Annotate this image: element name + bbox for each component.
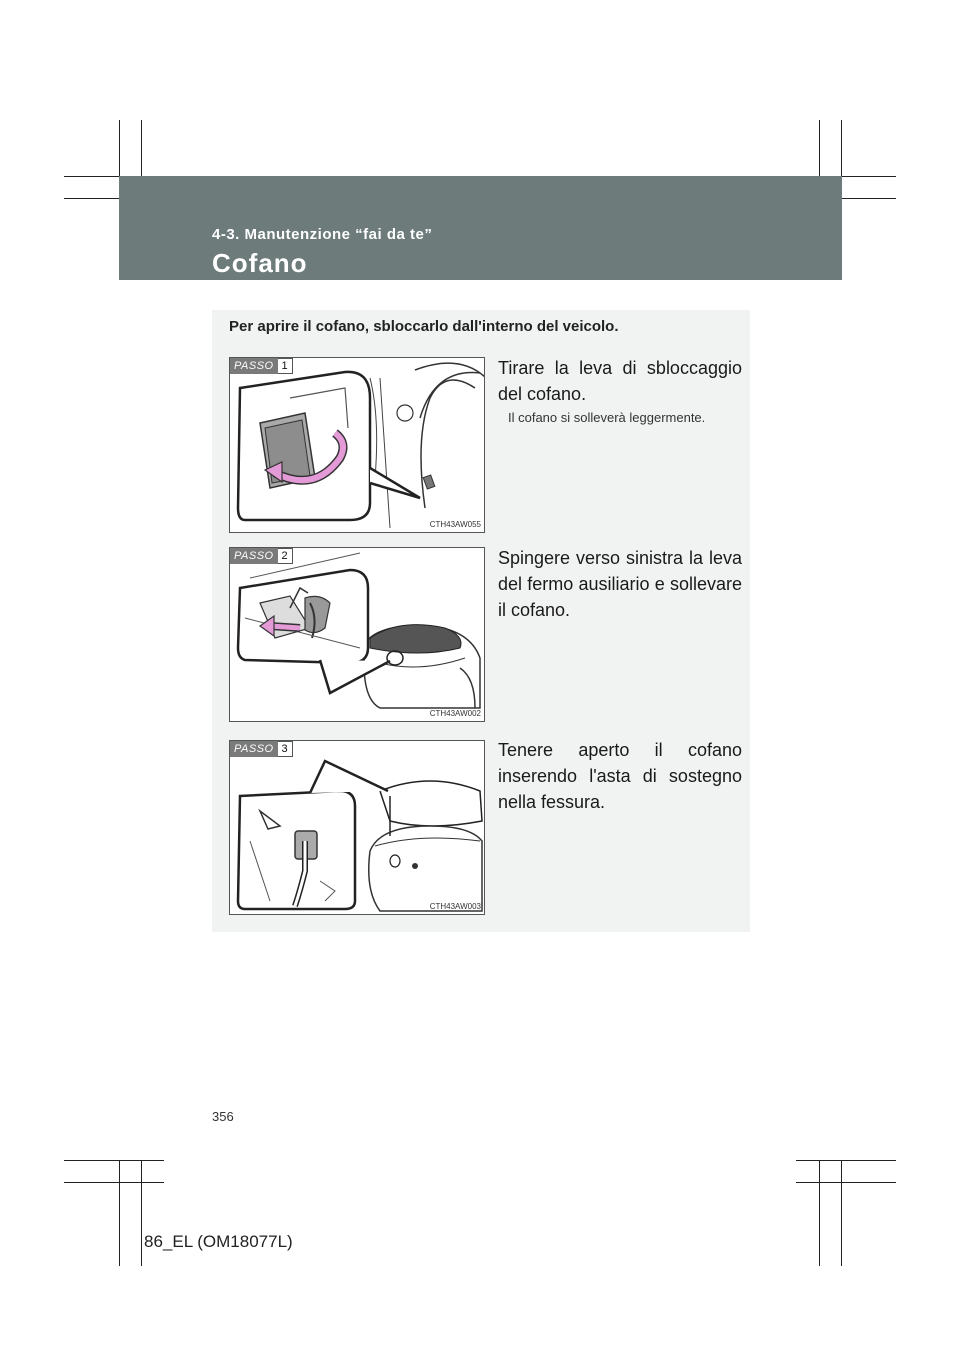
crop-mark — [119, 1160, 120, 1266]
figure-code: CTH43AW055 — [429, 520, 481, 529]
figure-code: CTH43AW002 — [429, 709, 481, 718]
step-1-text: Tirare la leva di sbloccaggio del cofano. — [498, 358, 742, 404]
crop-mark — [64, 1182, 164, 1183]
crop-mark — [819, 1160, 820, 1266]
step-number: 2 — [278, 548, 293, 564]
step-3-illustration — [229, 740, 485, 915]
crop-mark — [796, 1182, 896, 1183]
step-3-badge — [230, 741, 293, 757]
page-title: Cofano — [212, 248, 308, 278]
section-label: 4-3. Manutenzione “fai da te” — [212, 226, 433, 243]
step-1-badge — [230, 358, 293, 374]
figure-code: CTH43AW003 — [429, 902, 481, 911]
step-3-text: Tenere aperto il cofano inserendo l'asta di sostegno nella fessura. — [498, 740, 742, 812]
crop-mark — [841, 1160, 842, 1266]
support-rod-illustration — [230, 741, 485, 915]
auxiliary-catch-illustration — [230, 548, 485, 722]
crop-mark — [141, 1160, 142, 1266]
step-number: 1 — [278, 358, 293, 374]
step-2-text: Spingere verso sinistra la leva del fermo ausiliario e sollevare il cofano. — [498, 548, 742, 620]
intro-text: Per aprire il cofano, sbloccarlo dall'interno del veicolo. — [229, 318, 619, 335]
hood-release-lever-illustration — [230, 358, 485, 533]
crop-mark — [64, 1160, 164, 1161]
step-label: PASSO — [230, 741, 278, 757]
step-2-illustration — [229, 547, 485, 722]
step-2-badge — [230, 548, 293, 564]
crop-mark — [796, 1160, 896, 1161]
document-code: 86_EL (OM18077L) — [144, 1232, 293, 1251]
step-label: PASSO — [230, 358, 278, 374]
step-number: 3 — [278, 741, 293, 757]
step-1-note: Il cofano si solleverà leggermente. — [508, 410, 706, 425]
step-label: PASSO — [230, 548, 278, 564]
step-1-illustration — [229, 357, 485, 533]
page-number: 356 — [212, 1109, 234, 1124]
